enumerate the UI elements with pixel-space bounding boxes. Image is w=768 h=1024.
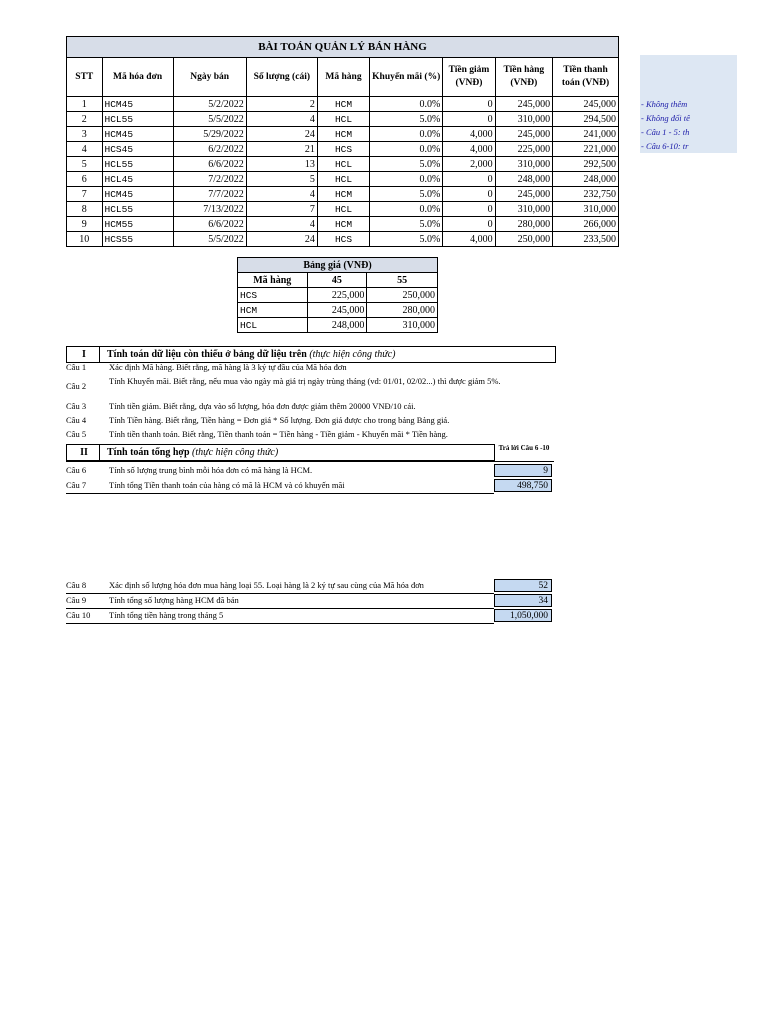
table-cell[interactable]: HCL55 [102,202,173,217]
table-cell[interactable]: 0 [443,172,495,187]
table-cell[interactable]: 233,500 [553,232,619,247]
table-cell[interactable]: HCM45 [102,187,173,202]
table-cell[interactable]: 280,000 [495,217,553,232]
table-cell[interactable]: 0 [443,202,495,217]
table-cell[interactable]: 21 [246,142,317,157]
table-cell[interactable]: 4 [246,187,317,202]
answer-cell[interactable]: 9 [494,464,552,477]
section-2-header [66,444,495,461]
table-cell[interactable]: 4,000 [443,142,495,157]
table-row [67,157,619,172]
question-text: Tính Khuyến mãi. Biết rằng, nếu mua vào ngày mà giá trị ngày trùng tháng (vd: 01/01, 02/02...) thì được giảm 5%. [109,376,501,386]
col-header: Mã hàng [317,58,369,97]
question-text: Tính tiền thanh toán. Biết rằng, Tiền thanh toán = Tiền hàng - Tiền giảm - Khuyến mãi * Tiền hàng. [109,429,448,439]
sales-table-header [67,58,619,97]
notes-panel [640,55,737,153]
table-cell[interactable]: 310,000 [553,202,619,217]
answer-cell[interactable]: 52 [494,579,552,592]
table-row [67,217,619,232]
table-row [67,172,619,187]
table-cell[interactable]: HCL [317,157,369,172]
table-cell[interactable]: 250,000 [495,232,553,247]
table-row [67,202,619,217]
col-header: Tiền giảm (VNĐ) [443,58,495,97]
table-cell[interactable]: 0 [443,97,495,112]
table-cell[interactable]: 5.0% [370,232,443,247]
question-text: Xác định số lượng hóa đơn mua hàng loại 55. Loại hàng là 2 ký tự sau cùng của Mã hóa đơn [109,580,424,590]
table-row [238,288,438,303]
note-line: - Câu 6-10: tr [641,141,689,151]
table-cell[interactable]: HCM55 [102,217,173,232]
col-header: Tiền thanh toán (VNĐ) [553,58,619,97]
section-number: II [80,447,88,458]
section-1-header [66,346,556,363]
question-text: Tính tiền giảm. Biết rằng, dựa vào số lượng, hóa đơn được giảm thêm 20000 VNĐ/10 cái. [109,401,416,411]
table-cell[interactable]: 225,000 [495,142,553,157]
table-cell[interactable]: 24 [246,232,317,247]
table-cell[interactable]: 5.0% [370,217,443,232]
table-cell[interactable]: 6/6/2022 [173,217,246,232]
question-label: Câu 3 [66,401,87,411]
question-text: Tính tổng Tiền thanh toán của hàng có mã là HCM và có khuyến mãi [109,480,345,490]
table-cell[interactable]: 0.0% [370,202,443,217]
table-cell[interactable]: 4 [67,142,103,157]
table-row [67,112,619,127]
table-cell[interactable]: 0 [443,217,495,232]
table-cell[interactable]: 5/29/2022 [173,127,246,142]
table-cell[interactable]: 0.0% [370,127,443,142]
table-cell[interactable]: 310,000 [495,112,553,127]
table-cell[interactable]: 280,000 [367,303,438,318]
question-label: Câu 9 [66,595,87,605]
table-row [238,303,438,318]
table-cell[interactable]: 4 [246,112,317,127]
table-cell[interactable]: 310,000 [367,318,438,333]
table-cell[interactable]: 9 [67,217,103,232]
table-cell[interactable]: HCM [238,303,308,318]
table-cell[interactable]: HCM [317,217,369,232]
table-cell[interactable]: 310,000 [495,202,553,217]
question-label: Câu 10 [66,610,91,620]
table-cell[interactable]: 5/2/2022 [173,97,246,112]
table-cell[interactable]: 7/7/2022 [173,187,246,202]
table-cell[interactable]: 4,000 [443,232,495,247]
question-text: Tính tổng tiền hàng trong tháng 5 [109,610,224,620]
table-cell[interactable]: 7 [67,187,103,202]
table-row [67,97,619,112]
table-cell[interactable]: HCS55 [102,232,173,247]
table-row [67,142,619,157]
question-label: Câu 1 [66,362,87,372]
table-cell[interactable]: 248,000 [495,172,553,187]
table-cell[interactable]: 0.0% [370,142,443,157]
table-cell[interactable]: 4 [246,217,317,232]
sales-table-title: BÀI TOÁN QUẢN LÝ BÁN HÀNG [67,37,619,58]
table-cell[interactable]: 5 [67,157,103,172]
question-label: Câu 8 [66,580,87,590]
question-label: Câu 2 [66,381,87,391]
table-cell[interactable]: HCL55 [102,112,173,127]
table-cell[interactable]: HCL [317,172,369,187]
question-text: Tính số lượng trung bình mỗi hóa đơn có mã hàng là HCM. [109,465,313,475]
price-table-title: Bảng giá (VNĐ) [238,258,438,273]
question-label: Câu 6 [66,465,87,475]
table-cell[interactable]: 5/5/2022 [173,232,246,247]
table-cell[interactable]: 245,000 [307,303,367,318]
question-text: Tính Tiền hàng. Biết rằng, Tiền hàng = Đơn giá * Số lượng. Đơn giá được cho trong bảng Bảng giá. [109,415,450,425]
col-header: Tiền hàng (VNĐ) [495,58,553,97]
table-cell[interactable]: 1 [67,97,103,112]
answer-cell[interactable]: 1,050,000 [494,609,552,622]
section-title [107,445,278,460]
table-cell[interactable]: 6 [67,172,103,187]
table-cell[interactable]: 8 [67,202,103,217]
section-title-text: Tính toán tổng hợp [107,447,190,458]
price-table-header [238,273,438,288]
table-cell[interactable]: 266,000 [553,217,619,232]
table-cell[interactable]: 0 [443,112,495,127]
question-label: Câu 4 [66,415,87,425]
divider [66,593,494,594]
table-cell[interactable]: 245,000 [495,187,553,202]
divider [66,608,494,609]
col-header: Mã hàng [238,273,308,288]
table-cell[interactable]: 5 [246,172,317,187]
table-cell[interactable]: 2,000 [443,157,495,172]
table-cell[interactable]: 225,000 [307,288,367,303]
table-cell[interactable]: 13 [246,157,317,172]
table-cell[interactable]: 248,000 [553,172,619,187]
table-row [67,187,619,202]
answer-cell[interactable]: 34 [494,594,552,607]
table-cell[interactable]: HCS [238,288,308,303]
col-header: Mã hóa đơn [102,58,173,97]
table-cell[interactable]: 5.0% [370,157,443,172]
table-row [67,232,619,247]
table-row [238,318,438,333]
col-header: Khuyến mãi (%) [370,58,443,97]
answer-cell[interactable]: 498,750 [494,479,552,492]
table-cell[interactable]: HCL [317,202,369,217]
divider [66,461,554,462]
table-cell[interactable]: 292,500 [553,157,619,172]
table-cell[interactable]: 294,500 [553,112,619,127]
table-cell[interactable]: 232,750 [553,187,619,202]
table-cell[interactable]: HCL [238,318,308,333]
col-header: 45 [307,273,367,288]
col-header: 55 [367,273,438,288]
table-cell[interactable]: 0 [443,187,495,202]
section-note: (thực hiện công thức) [309,349,396,360]
table-cell[interactable]: 7/2/2022 [173,172,246,187]
table-cell[interactable]: HCM [317,97,369,112]
table-cell[interactable]: 24 [246,127,317,142]
divider [66,493,494,494]
table-cell[interactable]: HCS45 [102,142,173,157]
table-cell[interactable]: HCL [317,112,369,127]
table-cell[interactable]: 5.0% [370,112,443,127]
table-cell[interactable]: 10 [67,232,103,247]
table-cell[interactable]: HCL45 [102,172,173,187]
table-cell[interactable]: 245,000 [553,97,619,112]
table-cell[interactable]: 7 [246,202,317,217]
table-cell[interactable]: HCM45 [102,97,173,112]
table-cell[interactable]: HCM [317,187,369,202]
table-cell[interactable]: 250,000 [367,288,438,303]
table-cell[interactable]: 5.0% [370,187,443,202]
table-row [67,127,619,142]
table-cell[interactable]: 3 [67,127,103,142]
table-cell[interactable]: HCM [317,127,369,142]
table-cell[interactable]: 5/5/2022 [173,112,246,127]
table-cell[interactable]: HCS [317,142,369,157]
table-cell[interactable]: 6/2/2022 [173,142,246,157]
col-header: Số lượng (cái) [246,58,317,97]
table-cell[interactable]: 310,000 [495,157,553,172]
col-header: STT [67,58,103,97]
table-cell[interactable]: 241,000 [553,127,619,142]
table-cell[interactable]: HCM45 [102,127,173,142]
table-cell[interactable]: 7/13/2022 [173,202,246,217]
answer-header: Trả lời Câu 6 -10 [498,444,550,452]
table-cell[interactable]: 0.0% [370,97,443,112]
price-table [237,257,438,333]
sales-table [66,36,619,247]
divider [66,623,494,624]
table-cell[interactable]: 2 [246,97,317,112]
note-line: - Câu 1 - 5: th [641,127,690,137]
section-number: I [82,349,86,360]
question-text: Tính tổng số lượng hàng HCM đã bán [109,595,239,605]
table-cell[interactable]: 221,000 [553,142,619,157]
section-title-text: Tính toán dữ liệu còn thiếu ở bảng dữ liệu trên [107,349,307,360]
table-cell[interactable]: 2 [67,112,103,127]
question-label: Câu 7 [66,480,87,490]
section-title [107,347,395,362]
col-header: Ngày bán [173,58,246,97]
question-text: Xác định Mã hàng. Biết rằng, mã hàng là 3 ký tự đầu của Mã hóa đơn [109,362,347,372]
table-cell[interactable]: 0.0% [370,172,443,187]
section-note: (thực hiện công thức) [192,447,279,458]
table-cell[interactable]: 4,000 [443,127,495,142]
note-line: - Không thêm [641,99,688,109]
question-label: Câu 5 [66,429,87,439]
table-cell[interactable]: HCS [317,232,369,247]
note-line: - Không đổi tê [641,113,690,123]
table-cell[interactable]: 248,000 [307,318,367,333]
table-cell[interactable]: 245,000 [495,97,553,112]
table-cell[interactable]: 245,000 [495,127,553,142]
table-cell[interactable]: 6/6/2022 [173,157,246,172]
table-cell[interactable]: HCL55 [102,157,173,172]
